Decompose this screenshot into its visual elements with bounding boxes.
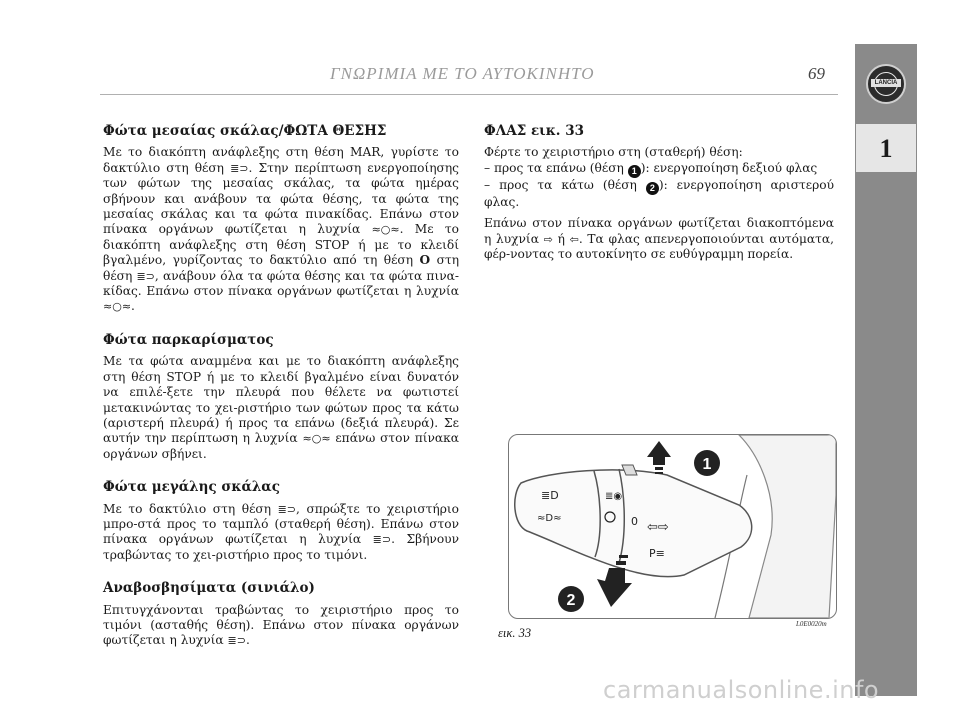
high-beam-icon: ≣⊃ — [227, 634, 246, 648]
position-light-icon: ≈○≈ — [371, 223, 400, 237]
heading-flashing: Αναβοσβησίματα (σινιάλο) — [103, 580, 315, 597]
stalk-symbol-zero: 0 — [631, 515, 638, 528]
chapter-tab — [856, 124, 916, 172]
high-beam-icon: ≣⊃ — [372, 533, 392, 547]
page-header-title: ΓΝΩΡΙΜΙΑ ΜΕ ΤΟ ΑΥΤΟΚΙΝΗΤΟ — [330, 64, 595, 83]
figure-33 — [508, 434, 837, 619]
heading-parking-lights: Φώτα παρκαρίσματος — [103, 331, 274, 348]
page-number: 69 — [808, 64, 825, 83]
right-arrow-icon: ⇨ — [543, 232, 553, 246]
heading-low-beam: Φώτα μεσαίας σκάλας/ΦΩΤΑ ΘΕΣΗΣ — [103, 123, 387, 139]
stalk-symbol-beam: ≣D — [541, 489, 559, 502]
figure-code: L0E0020m — [796, 620, 827, 628]
heading-turn-signals: ΦΛΑΣ εικ. 33 — [484, 123, 584, 139]
turn-signal-up: – προς τα επάνω (θέση 1 ): ενεργοποίηση δεξιού φλας — [484, 160, 818, 176]
position-1-badge: 1 — [628, 165, 641, 178]
figure-label-1: 1 — [702, 456, 712, 473]
right-column — [484, 124, 834, 280]
paragraph-parking-lights: Με τα φώτα αναμμένα και με το διακόπτη ανάφλεξης στη θέση STOP ή με το κλειδί βγαλμένο είναι δυνατόν να επιλέ-ξετε την πλευρά που θέλετε να φωτιστεί μετακινώντας το χει-ριστήριο των φώτων προς τα κάτω (αριστερή πλευρά) ή προς τα επάνω (δεξιά πλευρά). Σε αυτήν την περίπτωση η λυχνία ≈○≈ επάνω στον πίνακα οργάνων σβήνει. — [103, 354, 460, 461]
turn-signal-intro: Φέρτε το χειριστήριο στη (σταθερή) θέση: — [484, 145, 743, 160]
left-arrow-icon: ⇦ — [569, 232, 579, 246]
logo-text: LANCIA — [871, 79, 901, 87]
paragraph-high-beam: Με το δακτύλιο στη θέση ≣⊃, σπρώξτε το χειριστήριο μπρο-στά προς το ταμπλό (σταθερή θέση). Επάνω στον πίνακα οργάνων φωτίζεται η λυχνία ≣⊃. Σβήνουν τραβώντας το χει-ριστήριο προς το τιμόνι. — [103, 501, 459, 562]
header-rule — [100, 94, 838, 95]
beam-icon: ≣⊃ — [230, 161, 249, 175]
light-stalk-illustration — [509, 435, 836, 618]
figure-caption: εικ. 33 — [498, 626, 532, 640]
arrow-up-icon — [647, 441, 671, 474]
position-light-icon: ≈○≈ — [103, 300, 132, 314]
steering-column — [739, 435, 836, 618]
heading-high-beam: Φώτα μεγάλης σκάλας — [103, 479, 280, 496]
paragraph-low-beam: Με το διακόπτη ανάφλεξης στη θέση MAR, γυρίστε το δακτύλιο στη θέση ≣⊃. Στην περίπτωση ενεργοποίησης των φώτων της μεσαίας σκάλας, τα φώτα ημέρας σβήνουν και ανάβουν τα φώτα θέσης, τα φώτα της μεσαίας σκάλας και τα φώτα πινακίδας. Επάνω στον πίνακα οργάνων φωτίζεται η λυχνία ≈○≈. Με το διακόπτη ανάφλεξης στη θέση STOP ή με το κλειδί βγαλμένο, γυρίζοντας το δακτύλιο από τη θέση O στη θέση ≣⊃, ανάβουν όλα τα φώτα θέσης και τα φώτα πινα-κίδας. Επάνω στον πίνακα οργάνων φωτίζεται η λυχνία ≈○≈. — [103, 145, 459, 314]
figure-label-2: 2 — [566, 592, 576, 609]
beam-icon: ≣⊃ — [277, 502, 297, 516]
position-light-icon: ≈○≈ — [302, 432, 331, 446]
stalk-symbol-fog: ≣◉ — [605, 491, 623, 502]
turn-signal-paragraph: Επάνω στον πίνακα οργάνων φωτίζεται διακοπτόμενα η λυχνία ⇨ ή ⇦. Τα φλας απενεργοποιούνται αυτόματα, φέρ-νοντας το αυτοκίνητο σε ευθύγραμμη πορεία. — [484, 216, 834, 262]
stalk-symbol-park: P≡ — [649, 547, 665, 560]
chapter-number: 1 — [879, 134, 893, 163]
paragraph-flashing: Επιτυγχάνονται τραβώντας το χειριστήριο προς το τιμόνι (ασταθής θέση). Επάνω στον πίνακα οργάνων φωτίζεται η λυχνία ≣⊃. — [103, 602, 459, 648]
position-2-badge: 2 — [646, 182, 659, 195]
turn-signal-down: – προς τα κάτω (θέση 2 ): ενεργοποίηση αριστερού φλας. — [484, 177, 834, 209]
left-column — [103, 124, 459, 667]
watermark: carmanualsonline.info — [603, 676, 880, 704]
stalk-symbol-position: ≈D≈ — [537, 513, 562, 524]
beam-icon: ≣⊃ — [136, 269, 155, 283]
brand-logo — [866, 64, 906, 104]
stalk-symbol-arrows: ⇦⇨ — [647, 520, 669, 535]
